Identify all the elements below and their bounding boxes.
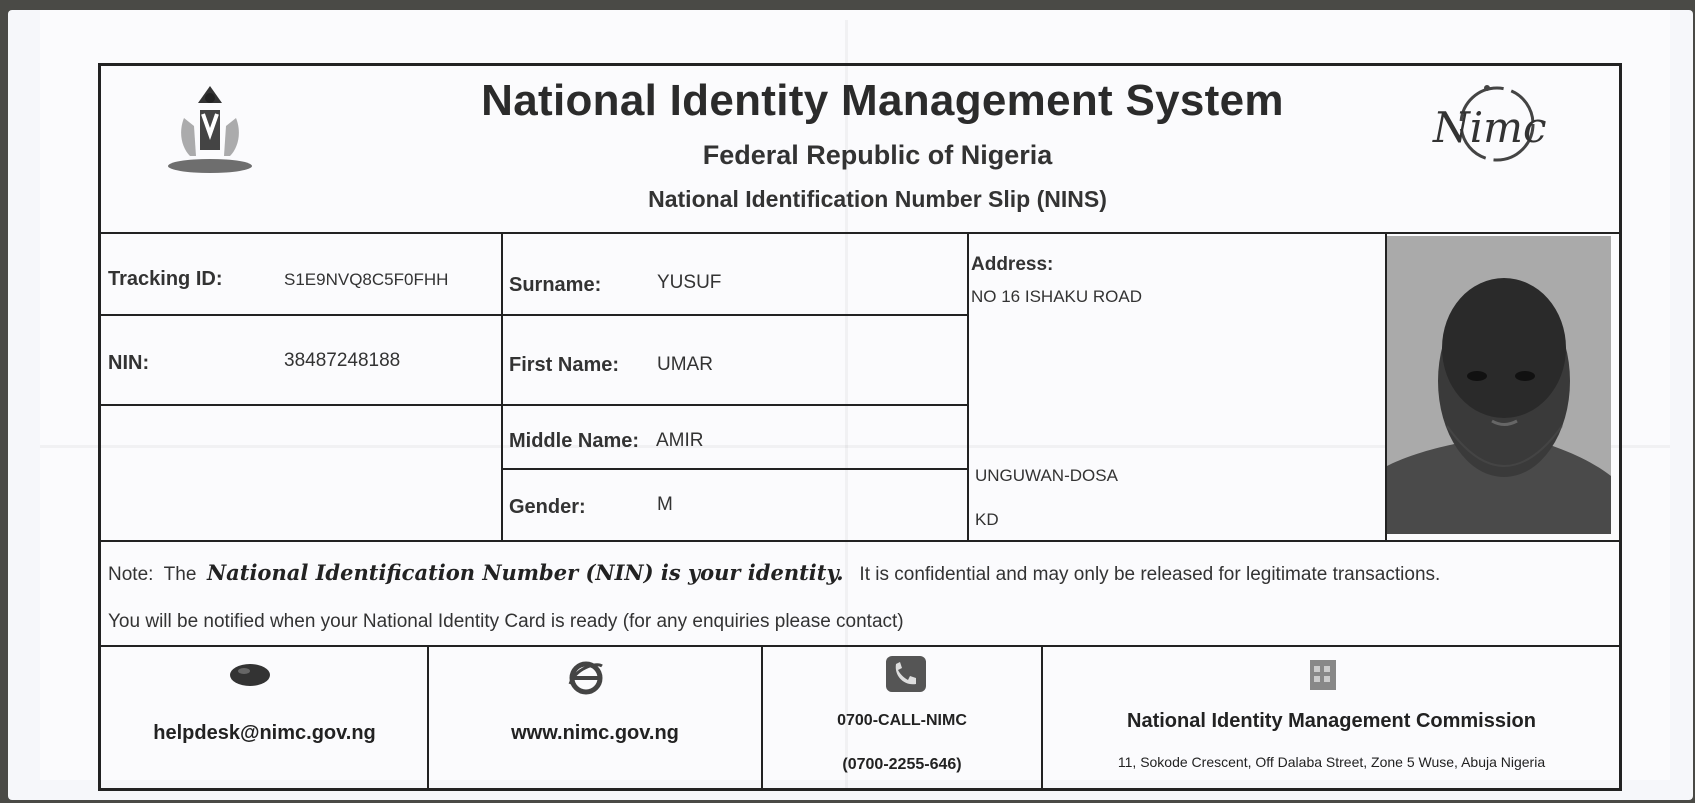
note-prefix: Note:	[108, 564, 154, 585]
first-name-label: First Name:	[509, 354, 620, 376]
middle-name-value: AMIR	[656, 430, 704, 451]
svg-text:Nimc: Nimc	[1433, 103, 1547, 152]
tracking-id-value: S1E9NVQ8C5F0FHH	[284, 270, 449, 289]
header-divider	[100, 232, 1620, 234]
mouse-icon	[228, 662, 272, 688]
org-name: National Identity Management Commission	[1127, 710, 1536, 732]
note-the: The	[163, 564, 197, 585]
address-line-3: KD	[975, 510, 999, 529]
gender-value: M	[657, 494, 673, 515]
telephone-icon	[884, 654, 928, 694]
phone-label[interactable]: 0700-CALL-NIMC	[837, 712, 967, 729]
row-divider	[100, 404, 967, 406]
row-divider	[100, 645, 1620, 647]
row-divider	[100, 314, 967, 316]
nimc-logo	[1425, 80, 1565, 170]
middle-name-label: Middle Name:	[509, 430, 640, 452]
note-emphasis: National Identification Number (NIN) is your identity.	[206, 560, 844, 585]
col-divider	[501, 233, 503, 540]
page-title: National Identity Management System	[481, 76, 1284, 125]
nin-label: NIN:	[108, 352, 150, 374]
note-line-2: You will be notified when your National Identity Card is ready (for any enquiries please contact)	[108, 611, 904, 632]
phone-number[interactable]: (0700-2255-646)	[842, 756, 962, 773]
address-line-1: NO 16 ISHAKU ROAD	[971, 287, 1142, 306]
slip-title: National Identification Number Slip (NINS)	[648, 186, 1107, 212]
col-divider	[427, 645, 429, 788]
org-address: 11, Sokode Crescent, Off Dalaba Street, Zone 5 Wuse, Abuja Nigeria	[1117, 754, 1546, 770]
surname-label: Surname:	[509, 274, 602, 296]
row-divider	[502, 468, 967, 470]
surname-value: YUSUF	[657, 272, 722, 293]
nin-value: 38487248188	[284, 350, 401, 371]
website-link[interactable]: www.nimc.gov.ng	[511, 722, 679, 744]
internet-explorer-icon	[566, 658, 606, 698]
address-line-2: UNGUWAN-DOSA	[975, 466, 1118, 485]
gender-label: Gender:	[509, 496, 586, 518]
tracking-id-label: Tracking ID:	[108, 268, 223, 290]
building-icon	[1306, 656, 1340, 692]
email-link[interactable]: helpdesk@nimc.gov.ng	[153, 722, 376, 744]
address-label: Address:	[971, 254, 1054, 275]
col-divider	[967, 233, 969, 540]
note-rest: It is confidential and may only be released for legitimate transactions.	[859, 564, 1441, 585]
passport-photo	[1387, 236, 1611, 534]
row-divider	[100, 540, 1620, 542]
note-line-1	[108, 560, 1440, 586]
first-name-value: UMAR	[657, 354, 713, 375]
page-subtitle: Federal Republic of Nigeria	[702, 140, 1053, 170]
